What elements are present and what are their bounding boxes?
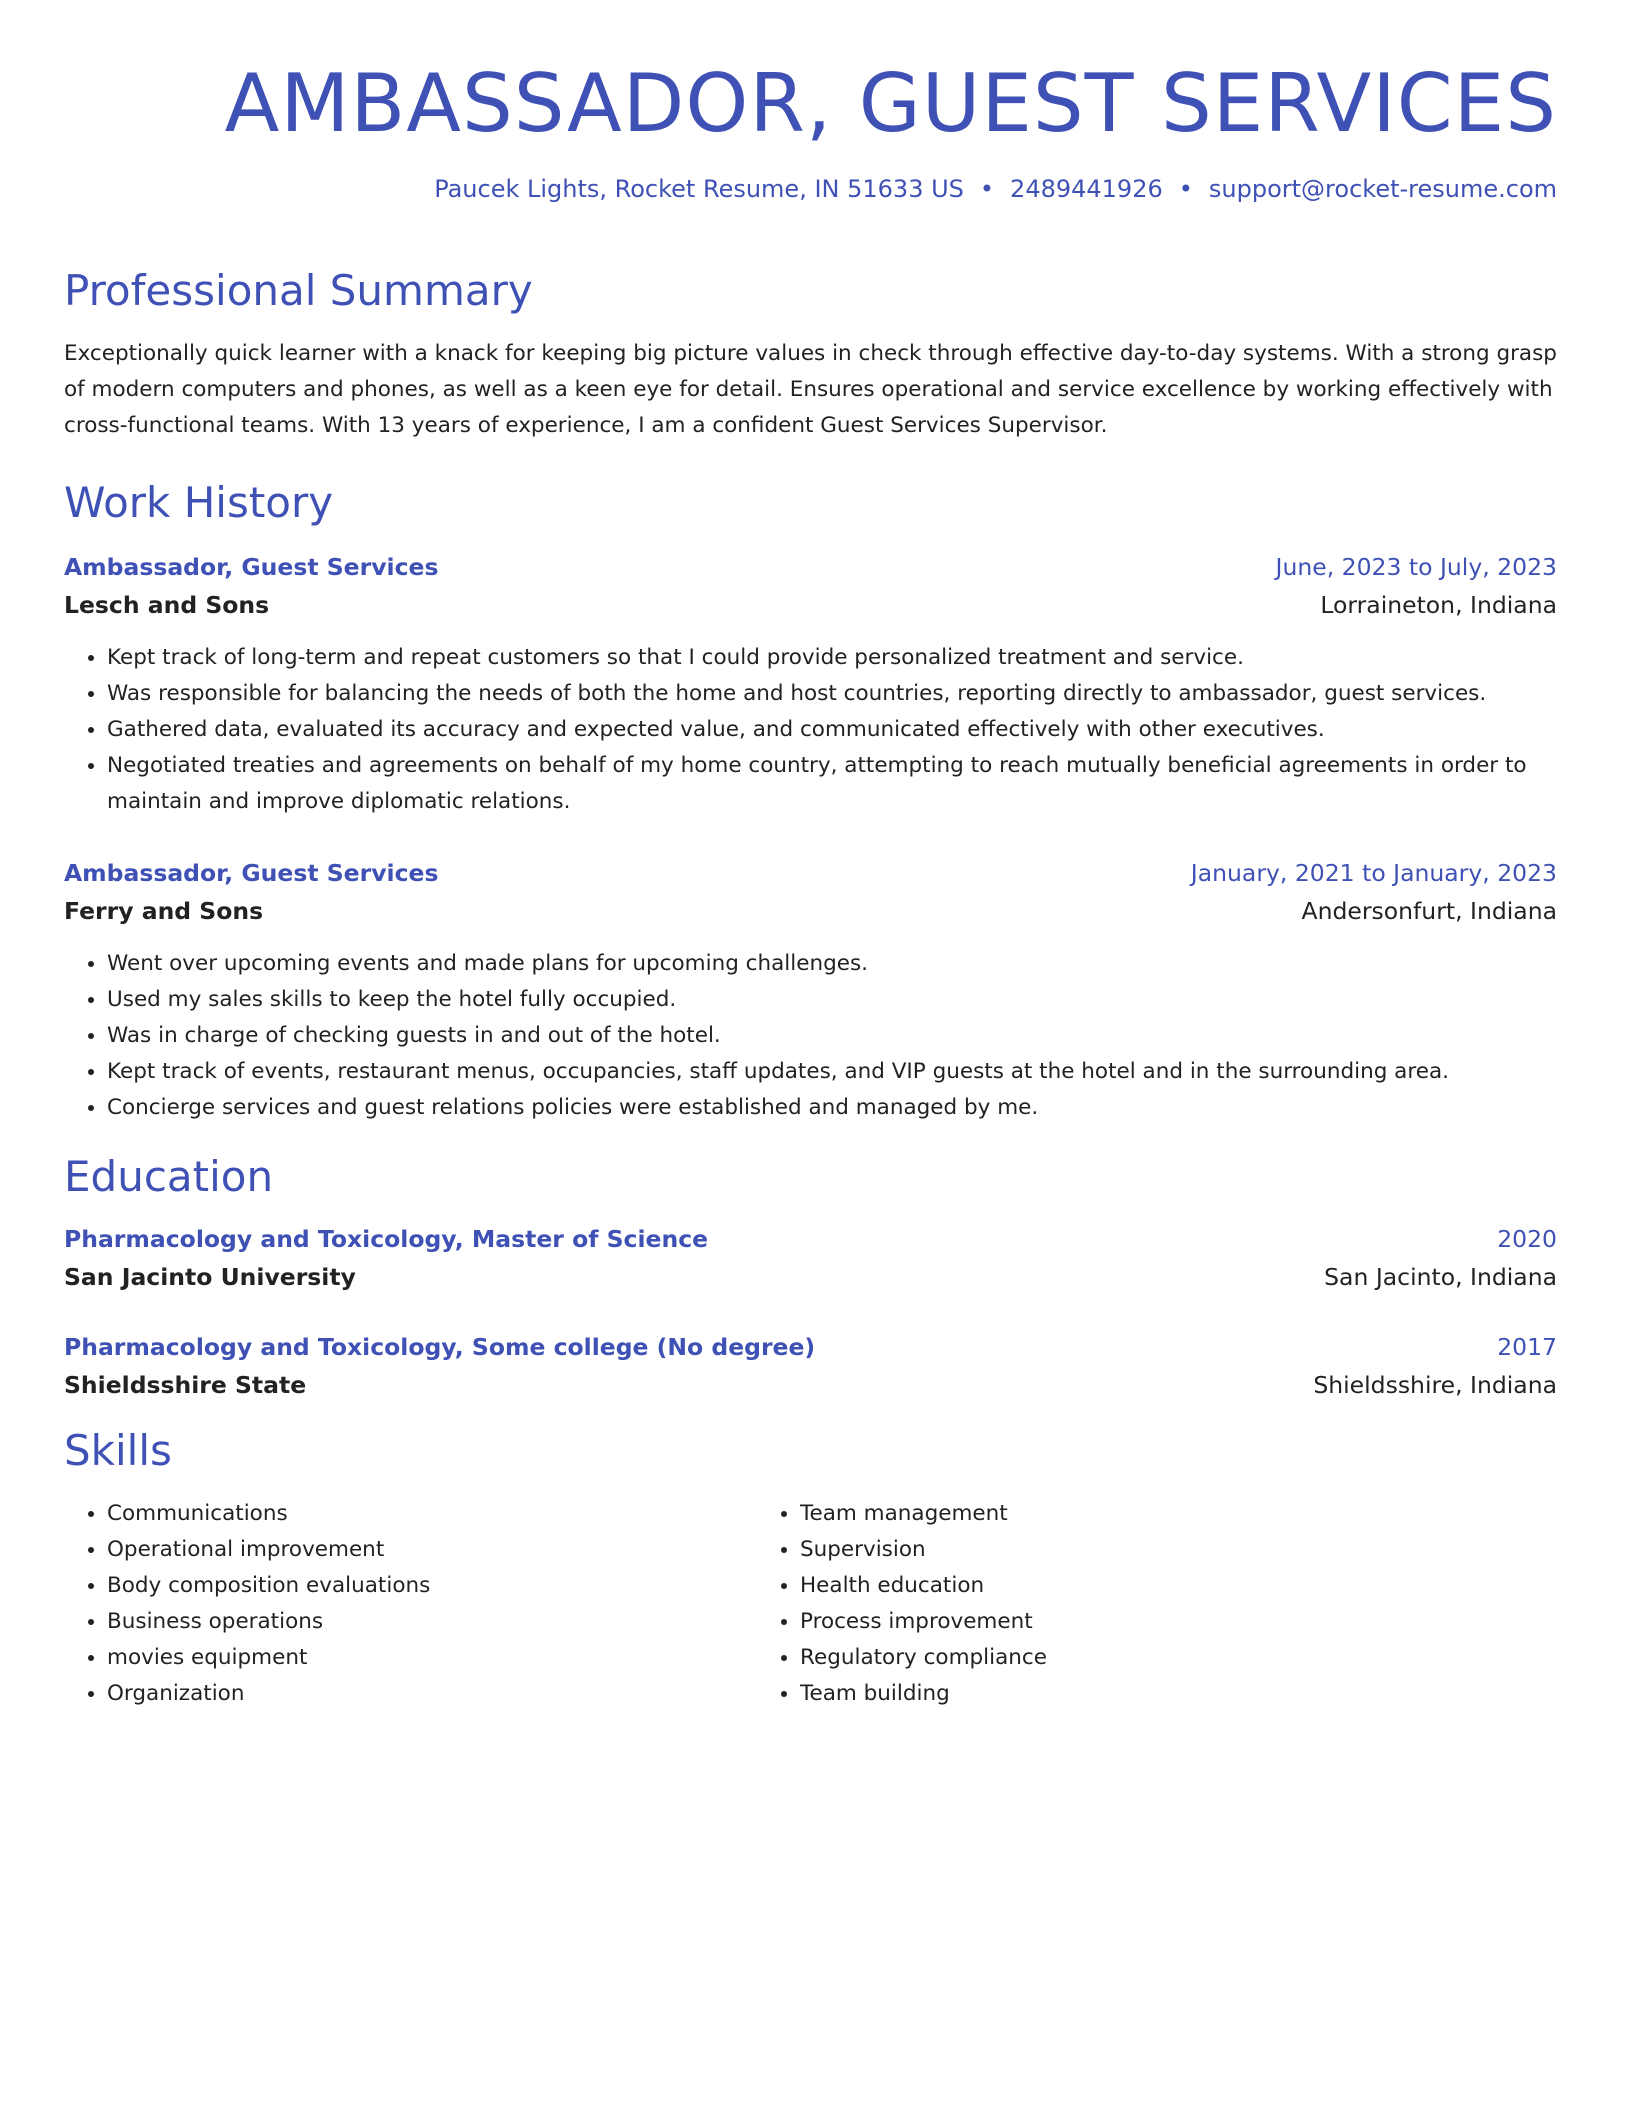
job-bullet: • Kept track of long-term and repeat customers so that I could provide personalized treatment and service. xyxy=(107,640,1557,676)
job-location: Andersonfurt, Indiana xyxy=(1301,897,1557,925)
skill-item: • Team management xyxy=(800,1496,1450,1532)
job-bullet: • Was responsible for balancing the needs of both the home and host countries, reporting directly to ambassador, guest services. xyxy=(107,676,1557,712)
job-title: Ambassador, Guest Services xyxy=(64,859,439,887)
skills-list-left xyxy=(64,1496,757,1712)
education-school: Shieldsshire State xyxy=(64,1371,307,1399)
resume-title: AMBASSADOR, GUEST SERVICES xyxy=(224,57,1557,150)
skill-item: • Organization xyxy=(107,1676,757,1712)
skill-item: • Health education xyxy=(800,1568,1450,1604)
skill-item: • Body composition evaluations xyxy=(107,1568,757,1604)
job-header-row xyxy=(64,854,1557,892)
summary-text: Exceptionally quick learner with a knack for keeping big picture values in check through effective day-to-day systems. With a strong grasp of modern computers and phones, as well as a keen eye for detail. Ensures operational and service excellence by working effectively with cross-functional teams. With 13 years of experience, I am a confident Guest Services Supervisor. xyxy=(64,341,1557,438)
contact-email: support@rocket-resume.com xyxy=(1208,175,1557,203)
job-bullet-list xyxy=(64,946,1557,1126)
skill-item: • Process improvement xyxy=(800,1604,1450,1640)
contact-separator: • xyxy=(979,175,995,203)
job-header-row xyxy=(64,548,1557,586)
skills-heading: Skills xyxy=(64,1426,172,1475)
contact-phone: 2489441926 xyxy=(1010,175,1163,203)
job-title: Ambassador, Guest Services xyxy=(64,553,439,581)
job-location: Lorraineton, Indiana xyxy=(1320,591,1557,619)
education-degree-row xyxy=(64,1328,1557,1366)
contact-address: Paucek Lights, Rocket Resume, IN 51633 US xyxy=(434,175,964,203)
education-year: 2020 xyxy=(1497,1225,1557,1253)
job-dates: January, 2021 to January, 2023 xyxy=(1190,859,1557,887)
skills-columns xyxy=(64,1496,1557,1712)
education-school-row xyxy=(64,1366,1557,1404)
job-bullet: • Concierge services and guest relations policies were established and managed by me. xyxy=(107,1090,1557,1126)
education-entry xyxy=(64,1328,1557,1404)
education-degree-row xyxy=(64,1220,1557,1258)
job-bullet: • Kept track of events, restaurant menus, occupancies, staff updates, and VIP guests at the hotel and in the surrounding area. xyxy=(107,1054,1557,1090)
resume-page xyxy=(64,0,1557,1712)
education-degree: Pharmacology and Toxicology, Some college (No degree) xyxy=(64,1333,816,1361)
job-bullet-list xyxy=(64,640,1557,820)
skill-item: • Supervision xyxy=(800,1532,1450,1568)
job-bullet: • Went over upcoming events and made plans for upcoming challenges. xyxy=(107,946,1557,982)
skills-list-right xyxy=(757,1496,1450,1712)
job-bullet: • Was in charge of checking guests in and out of the hotel. xyxy=(107,1018,1557,1054)
skill-item: • Regulatory compliance xyxy=(800,1640,1450,1676)
job-entry xyxy=(64,854,1557,1126)
skill-item: • Communications xyxy=(107,1496,757,1532)
job-company-row xyxy=(64,586,1557,624)
contact-separator: • xyxy=(1178,175,1193,203)
job-bullet: • Used my sales skills to keep the hotel fully occupied. xyxy=(107,982,1557,1018)
summary-heading: Professional Summary xyxy=(64,266,533,315)
skill-item: • Business operations xyxy=(107,1604,757,1640)
education-location: Shieldsshire, Indiana xyxy=(1313,1371,1557,1399)
job-dates: June, 2023 to July, 2023 xyxy=(1275,553,1557,581)
education-degree: Pharmacology and Toxicology, Master of Science xyxy=(64,1225,709,1253)
contact-line xyxy=(64,174,1557,204)
education-entry xyxy=(64,1220,1557,1296)
education-year: 2017 xyxy=(1497,1333,1557,1361)
skill-item: • Operational improvement xyxy=(107,1532,757,1568)
skill-item: • Team building xyxy=(800,1676,1450,1712)
job-company: Ferry and Sons xyxy=(64,897,264,925)
job-company-row xyxy=(64,892,1557,930)
education-location: San Jacinto, Indiana xyxy=(1324,1263,1557,1291)
skill-item: • movies equipment xyxy=(107,1640,757,1676)
education-heading: Education xyxy=(64,1152,274,1201)
job-bullet: • Gathered data, evaluated its accuracy and expected value, and communicated effectively with other executives. xyxy=(107,712,1557,748)
education-school: San Jacinto University xyxy=(64,1263,356,1291)
job-entry xyxy=(64,548,1557,820)
work-history-heading: Work History xyxy=(64,478,334,527)
education-school-row xyxy=(64,1258,1557,1296)
job-company: Lesch and Sons xyxy=(64,591,270,619)
job-bullet: • Negotiated treaties and agreements on behalf of my home country, attempting to reach mutually beneficial agreements in order to maintain and improve diplomatic relations. xyxy=(107,748,1557,820)
